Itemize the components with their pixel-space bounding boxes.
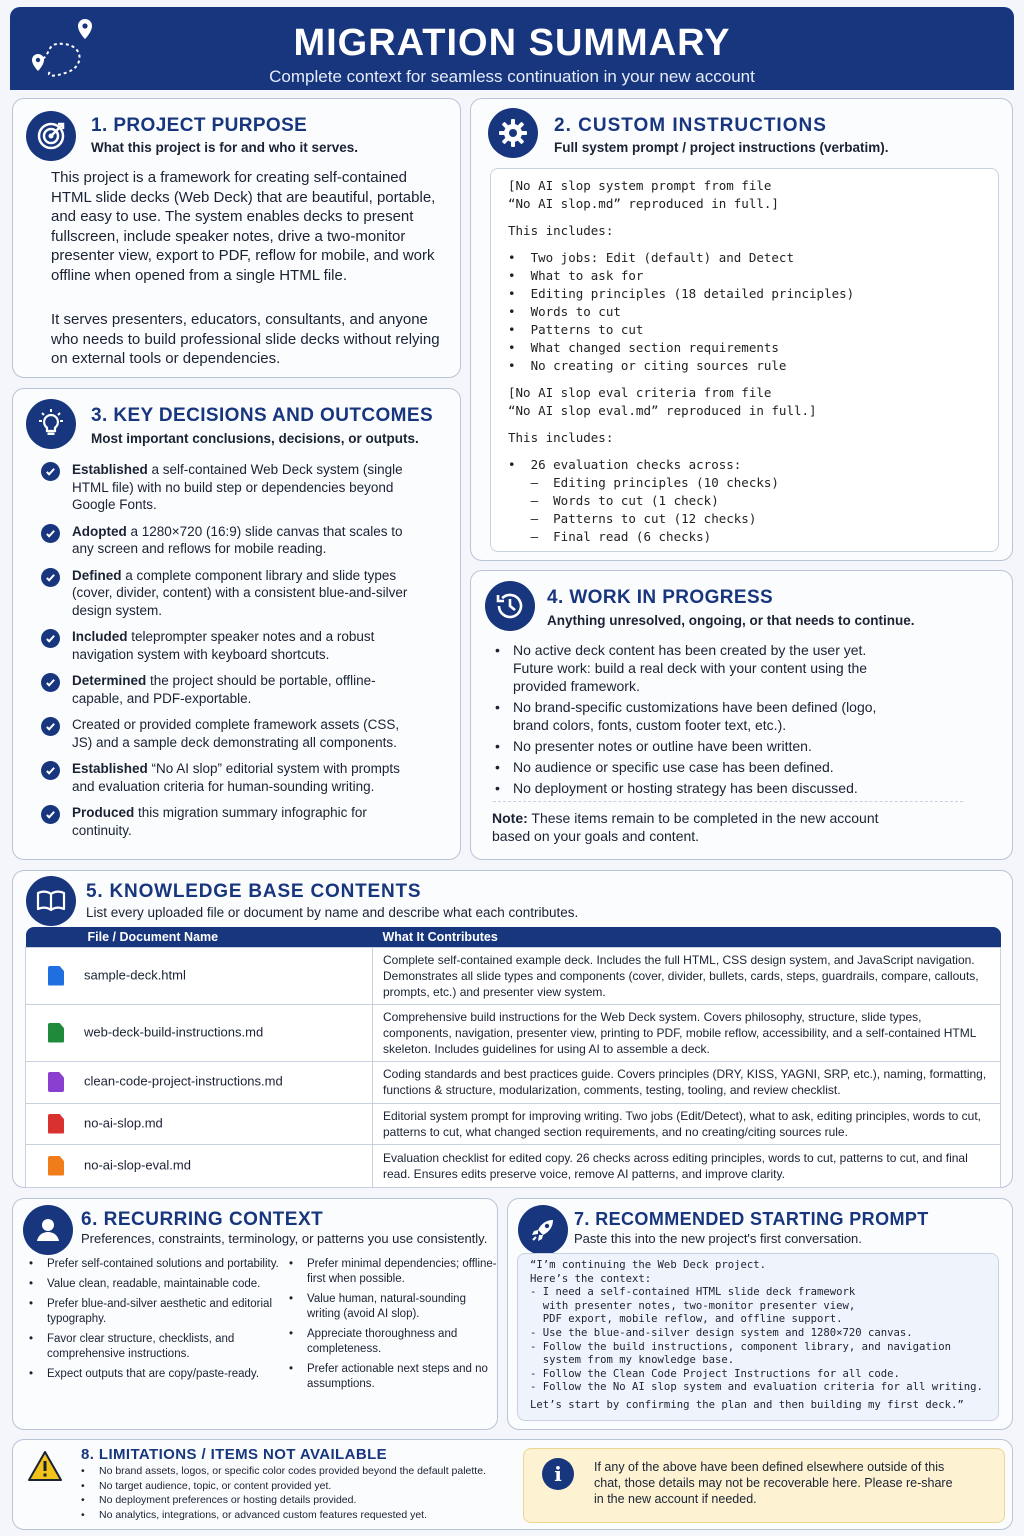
code-line: • What changed section requirements (508, 340, 779, 355)
limitation-item: • No deployment preferences or hosting details provided. (77, 1493, 537, 1508)
check-circle-icon (41, 568, 60, 587)
prompt-line: Here’s the context: (530, 1272, 652, 1285)
decision-keyword: Adopted (72, 523, 127, 539)
table-row (26, 1061, 1001, 1103)
file-description: Coding standards and best practices guide. Covers principles (DRY, KISS, YAGNI, SRP, etc.), naming, formatting, functions & structure, modularization, comments, testing, tooling, and review checklist. (373, 1061, 1001, 1103)
code-line: This includes: (508, 430, 614, 445)
section-subtitle: List every uploaded file or document by name and describe what each contributes. (86, 905, 579, 920)
knowledge-base-card (12, 870, 1013, 1188)
section-subtitle: What this project is for and who it serves. (91, 140, 359, 155)
column-header: File / Document Name (26, 927, 373, 947)
decision-item (41, 523, 421, 558)
check-circle-icon (41, 761, 60, 780)
code-line (508, 447, 981, 456)
file-name-cell (26, 1004, 373, 1061)
decision-item (41, 628, 421, 663)
prompt-line: - Follow the build instructions, component library, and navigation (530, 1340, 951, 1353)
code-line: • Words to cut (508, 304, 621, 319)
limitations-list (77, 1464, 537, 1522)
preference-item: • Appreciate thoroughness and completeness. (285, 1327, 499, 1357)
purpose-paragraph-1: This project is a framework for creating self-contained HTML slide decks (Web Deck) that are beautiful, portable, and easy to use. The system enables decks to present fullscreen, include speaker notes, drive a two-monitor presenter view, export to PDF, reflow for mobile, and work offline when opened from a single HTML file. (51, 169, 436, 284)
preference-item: • Prefer actionable next steps and no assumptions. (285, 1362, 499, 1392)
decision-text (72, 628, 421, 663)
info-icon: i (542, 1458, 574, 1490)
decision-keyword: Determined (72, 673, 147, 688)
code-line: – Editing principles (10 checks) (508, 475, 779, 490)
decision-detail: “No AI slop” editorial system with prompts and evaluation criteria for human-sounding writing. (72, 761, 400, 794)
file-name: clean-code-project-instructions.md (84, 1073, 283, 1089)
instructions-code-box (490, 168, 999, 552)
prompt-line: Let’s start by confirming the plan and then building my first deck.” (530, 1398, 964, 1411)
wip-item: • No audience or specific use case has been defined. (491, 758, 901, 776)
section-title: 7. RECOMMENDED STARTING PROMPT (574, 1209, 929, 1229)
preference-item: • Favor clear structure, checklists, and comprehensive instructions. (25, 1332, 293, 1362)
decision-detail: teleprompter speaker notes and a robust navigation system with keyboard shortcuts. (72, 629, 375, 662)
section-subtitle: Full system prompt / project instructions (verbatim). (554, 140, 889, 155)
prompt-line: - Follow the No AI slop system and evaluation criteria for all writing. (530, 1381, 983, 1394)
decision-keyword: Defined (72, 567, 122, 583)
prompt-line: PDF export, mobile reflow, and offline support. (530, 1313, 843, 1326)
knowledge-base-table (25, 927, 1001, 1188)
warning-icon (27, 1450, 63, 1482)
check-circle-icon (41, 717, 60, 736)
work-in-progress-card (470, 570, 1013, 860)
wip-item: • No deployment or hosting strategy has been discussed. (491, 779, 901, 797)
section-title: 8. LIMITATIONS / ITEMS NOT AVAILABLE (81, 1446, 388, 1463)
decision-text (72, 672, 421, 707)
preferences-list-right (285, 1257, 499, 1397)
preference-item: • Value clean, readable, maintainable code. (25, 1277, 293, 1292)
prompt-line: with presenter notes, two-monitor presenter view, (530, 1299, 856, 1312)
info-callout (523, 1448, 1005, 1523)
page-title: MIGRATION SUMMARY (293, 22, 731, 64)
check-circle-icon (41, 629, 60, 648)
code-line (508, 420, 981, 429)
code-line: “No AI slop.md” reproduced in full.] (508, 196, 779, 211)
prompt-line: - I need a self-contained HTML slide deck framework (530, 1286, 856, 1299)
file-name: no-ai-slop.md (84, 1114, 163, 1130)
purpose-paragraph-2: It serves presenters, educators, consultants, and anyone who needs to build professional slide decks without relying on external tools or dependencies. (51, 311, 440, 367)
wip-note (492, 809, 902, 845)
decision-detail: this migration summary infographic for continuity. (72, 805, 367, 838)
file-description: Complete self-contained example deck. Includes the full HTML, CSS design system, and JavaScript navigation. Demonstrates all slide types and components (cover, divider, bullets, cards, steps, guardrails, compare, callouts, prompts, etc.) and presenter view system. (373, 947, 1001, 1004)
file-name: no-ai-slop-eval.md (84, 1156, 191, 1172)
code-line: – Final read (6 checks) (508, 529, 712, 544)
section-title: 1. PROJECT PURPOSE (91, 115, 308, 136)
check-circle-icon (41, 805, 60, 824)
code-line: [No AI slop eval criteria from file (508, 385, 772, 400)
file-name-cell (26, 1144, 373, 1187)
prompt-line: - Use the blue-and-silver design system and 1280×720 canvas. (530, 1326, 913, 1339)
table-row (26, 947, 1001, 1004)
check-circle-icon (41, 462, 60, 481)
file-icon (48, 1114, 64, 1134)
file-name-cell (26, 1061, 373, 1103)
file-name-cell (26, 947, 373, 1004)
decision-detail: a complete component library and slide types (cover, divider, content) with a consistent blue-and-silver design system. (72, 567, 408, 618)
file-name: web-deck-build-instructions.md (84, 1023, 264, 1039)
decision-keyword: Included (72, 629, 128, 644)
route-map-icon (24, 14, 94, 80)
preference-item: • Value human, natural-sounding writing (avoid AI slop). (285, 1292, 499, 1322)
section-title: 4. WORK IN PROGRESS (547, 587, 774, 608)
code-line: [No AI slop system prompt from file (508, 178, 772, 193)
wip-item: • No presenter notes or outline have been written. (491, 737, 901, 755)
decision-text (72, 760, 421, 795)
file-description: Comprehensive build instructions for the Web Deck system. Covers philosophy, structure, slide types, components, navigation, presenter view, printing to PDF, mobile reflow, accessibility, and a self-contained HTML skeleton. Includes guidelines for using AI to assemble a deck. (373, 1004, 1001, 1061)
file-description: Evaluation checklist for edited copy. 26 checks across editing principles, words to cut, patterns to cut, and final read. Ensures edits preserve voice, remove AI patterns, and improve clarity. (373, 1144, 1001, 1187)
decision-item (41, 672, 421, 707)
decision-detail: Created or provided complete framework assets (CSS, JS) and a sample deck demonstrating all components. (72, 717, 400, 750)
table-row (26, 1144, 1001, 1187)
custom-instructions-card (470, 98, 1013, 561)
code-line: • Two jobs: Edit (default) and Detect (508, 250, 794, 265)
preference-item: • Prefer self-contained solutions and portability. (25, 1257, 293, 1272)
code-line: • 26 evaluation checks across: (508, 457, 742, 472)
limitation-item: • No brand assets, logos, or specific color codes provided beyond the default palette. (77, 1464, 537, 1479)
section-subtitle: Paste this into the new project's first conversation. (574, 1231, 862, 1246)
check-circle-icon (41, 524, 60, 543)
preference-item: • Prefer blue-and-silver aesthetic and editorial typography. (25, 1297, 293, 1327)
decision-text (72, 523, 421, 558)
decision-item (41, 461, 421, 514)
preference-item: • Prefer minimal dependencies; offline-first when possible. (285, 1257, 499, 1287)
key-decisions-card (12, 388, 461, 860)
code-line: • What to ask for (508, 268, 644, 283)
project-purpose-card (12, 98, 461, 378)
limitation-item: • No analytics, integrations, or advanced custom features requested yet. (77, 1508, 537, 1523)
file-icon (48, 1072, 64, 1092)
user-icon (23, 1205, 73, 1255)
starting-prompt-card (507, 1198, 1013, 1430)
prompt-line: system from my knowledge base. (530, 1354, 735, 1367)
wip-list (491, 641, 901, 800)
code-line: – Patterns to cut (12 checks) (508, 511, 757, 526)
rocket-icon (518, 1205, 568, 1255)
file-name: sample-deck.html (84, 966, 186, 982)
code-line: This includes: (508, 223, 614, 238)
code-line: – Words to cut (1 check) (508, 493, 719, 508)
limitations-card (12, 1439, 1013, 1530)
section-title: 5. KNOWLEDGE BASE CONTENTS (86, 881, 422, 902)
check-circle-icon (41, 673, 60, 692)
decision-text (72, 716, 421, 751)
preferences-list-left (25, 1257, 293, 1387)
decision-detail: a self-contained Web Deck system (single HTML file) with no build step or dependencies beyond Google Fonts. (72, 462, 403, 512)
limitation-item: • No target audience, topic, or content provided yet. (77, 1479, 537, 1494)
code-line (508, 375, 981, 384)
section-title: 3. KEY DECISIONS AND OUTCOMES (91, 405, 434, 426)
gear-icon (488, 108, 538, 158)
code-line: “No AI slop eval.md” reproduced in full.] (508, 403, 817, 418)
divider (493, 801, 963, 802)
decision-detail: a 1280×720 (16:9) slide canvas that scales to any screen and reflows for mobile reading. (72, 523, 403, 556)
file-description: Editorial system prompt for improving writing. Two jobs (Edit/Detect), what to ask, editing principles, words to cut, patterns to cut, what changed section requirements, and no creating/citing sources rule. (373, 1103, 1001, 1144)
info-text: If any of the above have been defined elsewhere outside of this chat, those details may not be recoverable here. Please re-share in the new account if needed. (594, 1460, 953, 1506)
file-name-cell (26, 1103, 373, 1144)
section-subtitle: Most important conclusions, decisions, or outputs. (91, 431, 419, 446)
target-icon (26, 111, 76, 161)
starting-prompt-box[interactable] (517, 1253, 999, 1421)
code-line (508, 240, 981, 249)
prompt-line: - Follow the Clean Code Project Instructions for all code. (530, 1367, 900, 1380)
table-row (26, 1004, 1001, 1061)
prompt-line: “I’m continuing the Web Deck project. (530, 1259, 766, 1271)
wip-item: • No active deck content has been created by the user yet. Future work: build a real deck with your content using the provided framework. (491, 641, 901, 695)
code-line: • Patterns to cut (508, 322, 644, 337)
wip-item: • No brand-specific customizations have been defined (logo, brand colors, fonts, custom footer text, etc.). (491, 698, 901, 734)
file-icon (48, 1023, 64, 1043)
note-text: These items remain to be completed in the new account based on your goals and content. (492, 810, 879, 844)
code-line (508, 213, 981, 222)
clock-history-icon (485, 581, 535, 631)
file-icon (48, 966, 64, 986)
table-row (26, 1103, 1001, 1144)
code-line: • No creating or citing sources rule (508, 358, 787, 373)
page-subtitle: Complete context for seamless continuation in your new account (269, 67, 755, 86)
column-header: What It Contributes (373, 927, 1001, 947)
preference-item: • Expect outputs that are copy/paste-ready. (25, 1367, 293, 1382)
decision-item (41, 760, 421, 795)
note-label: Note: (492, 810, 528, 826)
decision-text (72, 461, 421, 514)
lightbulb-icon (26, 399, 76, 449)
page-header (10, 7, 1014, 90)
decision-keyword: Established (72, 761, 148, 776)
file-icon (48, 1156, 64, 1176)
decision-item (41, 567, 421, 620)
decisions-list (41, 461, 421, 848)
decision-keyword: Established (72, 462, 148, 477)
section-title: 2. CUSTOM INSTRUCTIONS (554, 115, 827, 136)
section-subtitle: Preferences, constraints, terminology, or patterns you use consistently. (81, 1231, 488, 1246)
decision-keyword: Produced (72, 805, 135, 820)
section-subtitle: Anything unresolved, ongoing, or that needs to continue. (547, 613, 915, 628)
book-icon (26, 876, 76, 926)
decision-item (41, 716, 421, 751)
recurring-context-card (12, 1198, 498, 1430)
code-line: • Editing principles (18 detailed principles) (508, 286, 855, 301)
decision-item (41, 804, 421, 839)
decision-detail: the project should be portable, offline-capable, and PDF-exportable. (72, 673, 376, 706)
section-title: 6. RECURRING CONTEXT (81, 1209, 324, 1230)
decision-text (72, 567, 421, 620)
decision-text (72, 804, 421, 839)
